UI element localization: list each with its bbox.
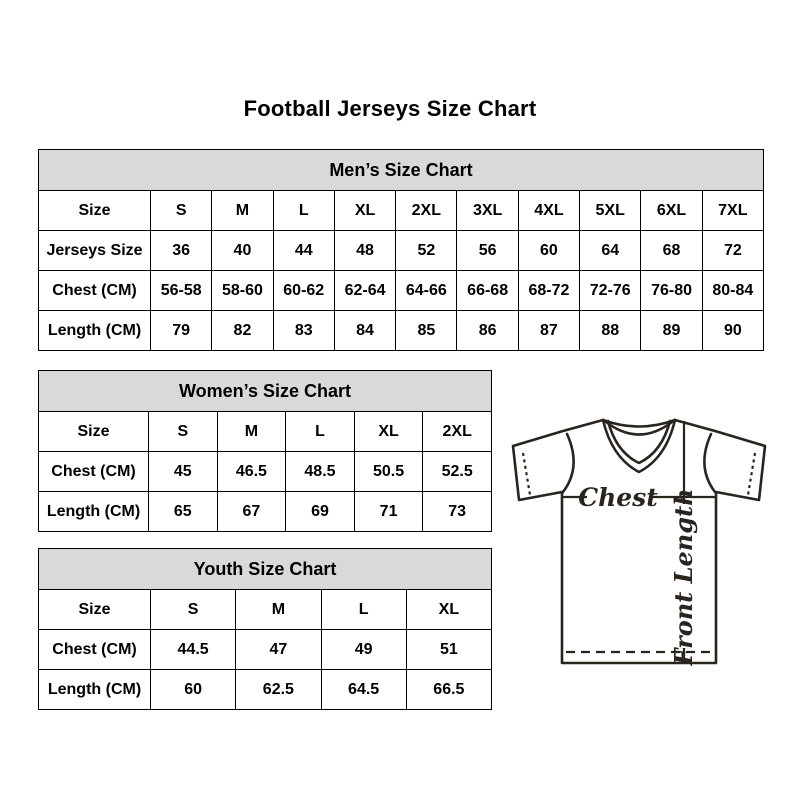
value-cell: 66-68 [457,271,518,311]
womens-size-table-grid [38,370,492,532]
row-label-cell: Length (CM) [39,492,149,532]
table-row [39,630,492,670]
row-label-cell: Jerseys Size [39,231,151,271]
left-cuff-stitch-line [523,453,530,495]
row-label-cell: Length (CM) [39,311,151,351]
value-cell: 62-64 [334,271,395,311]
jersey-measurement-diagram [498,402,772,676]
table-row [39,191,764,231]
jersey-outline [513,420,765,663]
table-header-row [39,549,492,590]
value-cell: XL [334,191,395,231]
value-cell: 62.5 [236,670,321,710]
value-cell: 64 [580,231,641,271]
youth-size-table-grid [38,548,492,710]
value-cell: 69 [286,492,355,532]
mens-size-table [38,149,764,351]
value-cell: 45 [149,452,218,492]
value-cell: XL [406,590,491,630]
value-cell: M [236,590,321,630]
value-cell: M [212,191,273,231]
value-cell: 79 [151,311,212,351]
value-cell: 89 [641,311,702,351]
value-cell: 52 [396,231,457,271]
value-cell: 52.5 [423,452,492,492]
value-cell: 76-80 [641,271,702,311]
front-length-label: Front Length [669,488,698,666]
value-cell: 90 [702,311,763,351]
value-cell: XL [354,412,423,452]
value-cell: 48.5 [286,452,355,492]
mens-table-title: Men’s Size Chart [39,150,764,191]
row-label-cell: Chest (CM) [39,630,151,670]
value-cell: 87 [518,311,579,351]
table-row [39,590,492,630]
table-row [39,492,492,532]
value-cell: 73 [423,492,492,532]
value-cell: 68-72 [518,271,579,311]
value-cell: 84 [334,311,395,351]
womens-size-table [38,370,492,532]
value-cell: S [149,412,218,452]
value-cell: S [151,191,212,231]
value-cell: S [151,590,236,630]
value-cell: 3XL [457,191,518,231]
value-cell: 2XL [423,412,492,452]
womens-table-title: Women’s Size Chart [39,371,492,412]
mens-size-table-grid [38,149,764,351]
value-cell: 46.5 [217,452,286,492]
youth-table-title: Youth Size Chart [39,549,492,590]
value-cell: 51 [406,630,491,670]
value-cell: L [321,590,406,630]
right-cuff-stitch-line [748,453,755,495]
value-cell: 44.5 [151,630,236,670]
left-armhole-seam [563,434,574,492]
table-row [39,231,764,271]
value-cell: 4XL [518,191,579,231]
value-cell: 85 [396,311,457,351]
value-cell: 58-60 [212,271,273,311]
value-cell: 71 [354,492,423,532]
value-cell: 64-66 [396,271,457,311]
value-cell: 64.5 [321,670,406,710]
value-cell: 67 [217,492,286,532]
value-cell: 72-76 [580,271,641,311]
table-header-row [39,150,764,191]
row-label-cell: Length (CM) [39,670,151,710]
table-header-row [39,371,492,412]
value-cell: 60 [518,231,579,271]
row-label-cell: Chest (CM) [39,452,149,492]
row-label-cell: Size [39,590,151,630]
chest-label: Chest [578,483,658,512]
value-cell: 80-84 [702,271,763,311]
value-cell: 5XL [580,191,641,231]
value-cell: 36 [151,231,212,271]
value-cell: 50.5 [354,452,423,492]
row-label-cell: Size [39,191,151,231]
collar-back-arc [603,420,675,427]
value-cell: 7XL [702,191,763,231]
table-row [39,412,492,452]
value-cell: M [217,412,286,452]
value-cell: 44 [273,231,334,271]
value-cell: 68 [641,231,702,271]
value-cell: 86 [457,311,518,351]
row-label-cell: Chest (CM) [39,271,151,311]
value-cell: L [286,412,355,452]
value-cell: 6XL [641,191,702,231]
right-armhole-seam [704,434,715,492]
value-cell: 56-58 [151,271,212,311]
value-cell: 60 [151,670,236,710]
value-cell: 82 [212,311,273,351]
value-cell: 2XL [396,191,457,231]
value-cell: 47 [236,630,321,670]
value-cell: 40 [212,231,273,271]
value-cell: 56 [457,231,518,271]
value-cell: 88 [580,311,641,351]
value-cell: 72 [702,231,763,271]
value-cell: 60-62 [273,271,334,311]
row-label-cell: Size [39,412,149,452]
value-cell: 49 [321,630,406,670]
table-row [39,670,492,710]
value-cell: 48 [334,231,395,271]
value-cell: L [273,191,334,231]
value-cell: 66.5 [406,670,491,710]
table-row [39,311,764,351]
table-row [39,452,492,492]
value-cell: 65 [149,492,218,532]
youth-size-table [38,548,492,710]
value-cell: 83 [273,311,334,351]
page-title: Football Jerseys Size Chart [243,96,537,121]
table-row [39,271,764,311]
